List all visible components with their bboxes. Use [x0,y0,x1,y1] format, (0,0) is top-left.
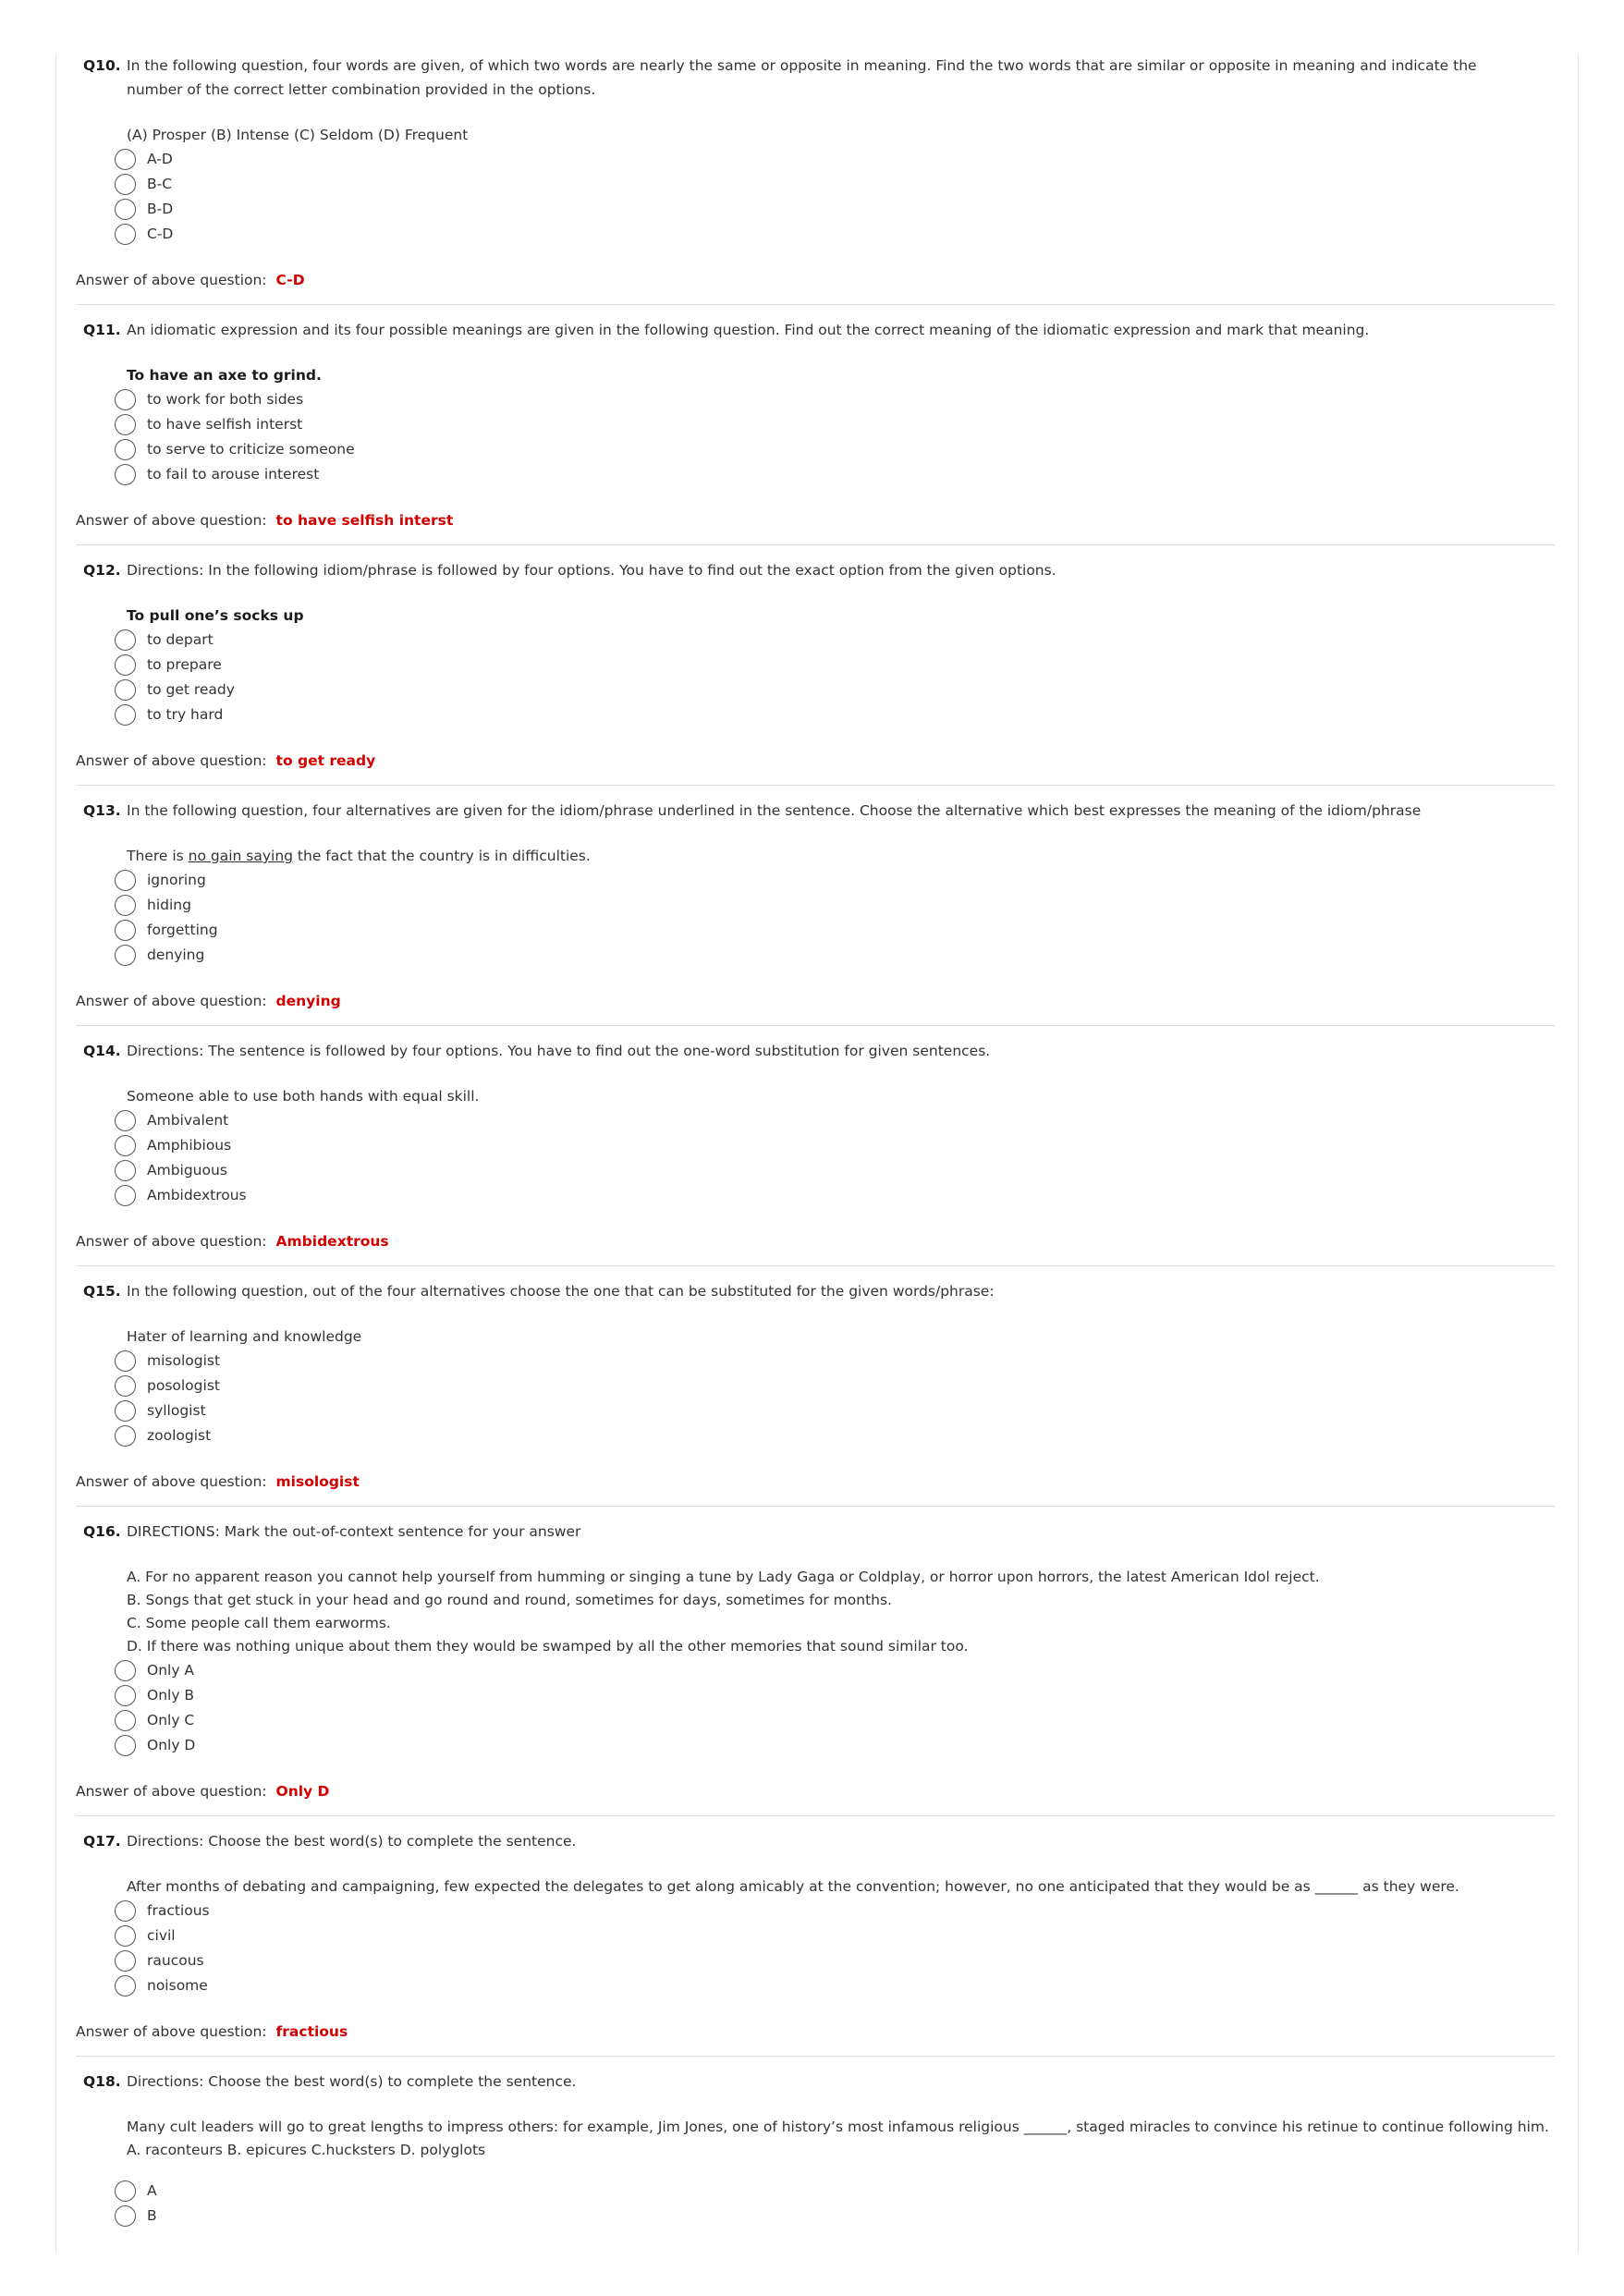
option-row[interactable] [115,197,1555,222]
question-prompt: Many cult leaders will go to great lengths to impress others: for example, Jim Jones, one of history’s most infamous religious ______, staged miracles to convince his retinue to continue following him. [127,2119,1549,2135]
radio-button[interactable] [115,1925,136,1947]
radio-button[interactable] [115,679,136,701]
option-row[interactable] [115,893,1555,918]
option-label: civil [147,1927,176,1944]
question-block [76,2070,1555,2229]
radio-button[interactable] [115,149,136,170]
question-body [76,845,1555,968]
radio-button[interactable] [115,439,136,460]
radio-button[interactable] [115,414,136,435]
prompt-text-after: the fact that the country is in difficulties. [292,848,591,864]
option-row[interactable] [115,1658,1555,1683]
question-number: Q13. [83,802,121,819]
option-row[interactable] [115,1924,1555,1948]
radio-button[interactable] [115,1660,136,1681]
radio-button[interactable] [115,1900,136,1922]
option-row[interactable] [115,918,1555,943]
prompt-text-before: There is [127,848,189,864]
question-text: Directions: In the following idiom/phrase is followed by four options. You have to find out the exact option from the given options. [127,562,1056,579]
option-label: hiding [147,897,191,913]
answer-line [76,509,1555,531]
option-row[interactable] [115,437,1555,462]
question-number: Q18. [83,2073,121,2090]
answer-value: denying [275,993,341,1009]
option-label: to have selfish interst [147,416,303,433]
answer-value: to get ready [275,752,376,769]
question-divider [76,1815,1555,1816]
option-label: Only D [147,1737,196,1753]
question-body [76,605,1555,727]
question-block [76,1279,1555,1507]
question-prompt: Hater of learning and knowledge [127,1328,362,1345]
option-row[interactable] [115,1423,1555,1448]
option-row[interactable] [115,1158,1555,1183]
radio-button[interactable] [115,870,136,891]
option-row[interactable] [115,678,1555,702]
option-label: Only A [147,1662,195,1679]
option-label: to fail to arouse interest [147,466,320,482]
question-text: In the following question, out of the four alternatives choose the one that can be substituted for the given words/phrase: [127,1283,995,1300]
radio-button[interactable] [115,1710,136,1731]
question-prompt [127,845,1555,868]
option-label: to serve to criticize someone [147,441,355,458]
radio-button[interactable] [115,389,136,410]
question-block [76,799,1555,1026]
question-divider [76,1506,1555,1507]
radio-button[interactable] [115,1400,136,1422]
question-header [76,1039,1555,1063]
question-text: Directions: Choose the best word(s) to complete the sentence. [127,1833,577,1850]
option-list [115,1899,1555,1998]
question-body [76,1566,1555,1758]
answer-value: to have selfish interst [275,512,454,529]
option-label: to work for both sides [147,391,304,408]
radio-button[interactable] [115,1425,136,1447]
radio-button[interactable] [115,1735,136,1756]
question-divider [76,1025,1555,1026]
option-label: posologist [147,1377,220,1394]
radio-button[interactable] [115,464,136,485]
answer-line [76,1780,1555,1802]
option-row[interactable] [115,653,1555,678]
question-number: Q10. [83,57,121,74]
option-row[interactable] [115,702,1555,727]
radio-button[interactable] [115,895,136,916]
question-prompt: Someone able to use both hands with equal skill. [127,1088,480,1105]
radio-button[interactable] [115,2205,136,2227]
question-block [76,1039,1555,1266]
answer-label: Answer of above question: [76,993,267,1009]
question-body [76,2116,1555,2229]
question-body [76,1875,1555,1998]
option-label: ignoring [147,872,206,888]
option-label: C-D [147,226,174,242]
question-header [76,1279,1555,1303]
radio-button[interactable] [115,1350,136,1372]
question-body [76,364,1555,487]
question-header [76,318,1555,342]
option-row[interactable] [115,1133,1555,1158]
answer-line [76,2021,1555,2043]
answer-line [76,1471,1555,1493]
option-row[interactable] [115,1108,1555,1133]
question-text: Directions: The sentence is followed by four options. You have to find out the one-word substitution for given sentences. [127,1043,991,1059]
radio-button[interactable] [115,704,136,726]
question-block [76,54,1555,305]
option-row[interactable] [115,172,1555,197]
option-list [115,628,1555,727]
question-block [76,1520,1555,1816]
option-label: to get ready [147,681,235,698]
option-label: misologist [147,1352,221,1369]
radio-button[interactable] [115,2180,136,2202]
question-divider [76,304,1555,305]
option-row[interactable] [115,1349,1555,1374]
option-label: Only B [147,1687,195,1704]
question-prompt: (A) Prosper (B) Intense (C) Seldom (D) Frequent [127,127,469,143]
option-label: Ambiguous [147,1162,227,1179]
radio-button[interactable] [115,1975,136,1997]
radio-button[interactable] [115,920,136,941]
question-divider [76,1265,1555,1266]
question-header [76,54,1555,102]
question-prompt: C. Some people call them earworms. [127,1615,391,1631]
question-text: An idiomatic expression and its four possible meanings are given in the following question. Find out the correct meaning of the idiomatic expression and mark that meaning. [127,322,1370,338]
question-text: In the following question, four words are given, of which two words are nearly the same or opposite in meaning. Find the two words that are similar or opposite in meaning and indicate the number of the correct letter combination provided in the options. [127,57,1477,98]
radio-button[interactable] [115,1160,136,1181]
option-label: Ambivalent [147,1112,229,1129]
answer-value: Only D [275,1783,330,1800]
radio-button[interactable] [115,1950,136,1972]
radio-button[interactable] [115,1110,136,1131]
question-prompt: After months of debating and campaigning, few expected the delegates to get along amicably at the convention; however, no one anticipated that they would be as ______ as they were. [127,1878,1459,1895]
option-row[interactable] [115,2179,1555,2204]
question-header [76,1520,1555,1544]
question-number: Q17. [83,1833,121,1850]
option-row[interactable] [115,1899,1555,1924]
radio-button[interactable] [115,654,136,676]
option-label: Ambidextrous [147,1187,247,1203]
option-list [115,2179,1555,2229]
question-prompt: B. Songs that get stuck in your head and go round and round, sometimes for days, sometimes for months. [127,1592,892,1608]
question-divider [76,544,1555,545]
option-label: Amphibious [147,1137,232,1154]
question-body [76,1325,1555,1448]
option-label: A-D [147,151,173,167]
answer-value: misologist [275,1473,360,1490]
radio-button[interactable] [115,174,136,195]
option-list [115,1108,1555,1208]
option-row[interactable] [115,943,1555,968]
option-row[interactable] [115,412,1555,437]
answer-line [76,269,1555,291]
answer-label: Answer of above question: [76,1473,267,1490]
option-row[interactable] [115,868,1555,893]
question-prompt: To have an axe to grind. [127,367,322,384]
option-label: syllogist [147,1402,206,1419]
radio-button[interactable] [115,1685,136,1706]
question-text: Directions: Choose the best word(s) to complete the sentence. [127,2073,577,2090]
radio-button[interactable] [115,945,136,966]
radio-button[interactable] [115,1375,136,1397]
option-row[interactable] [115,628,1555,653]
question-block [76,318,1555,545]
option-label: A [147,2182,157,2199]
question-prompt: To pull one’s socks up [127,607,304,624]
question-body [76,124,1555,247]
option-row[interactable] [115,462,1555,487]
question-body [76,1085,1555,1208]
option-row[interactable] [115,387,1555,412]
radio-button[interactable] [115,1185,136,1206]
question-block [76,1829,1555,2057]
option-label: B-C [147,176,173,192]
question-text: In the following question, four alternatives are given for the idiom/phrase underlined in the sentence. Choose the alternative which best expresses the meaning of the idiom/phrase [127,802,1422,819]
option-row[interactable] [115,147,1555,172]
question-block [76,558,1555,786]
option-row[interactable] [115,1708,1555,1733]
question-divider [76,785,1555,786]
spacer [127,2162,1555,2179]
question-list [76,54,1555,2229]
answer-label: Answer of above question: [76,512,267,529]
question-prompt: A. raconteurs B. epicures C.hucksters D. polyglots [127,2142,486,2158]
answer-line [76,990,1555,1012]
answer-label: Answer of above question: [76,752,267,769]
option-label: forgetting [147,922,218,938]
option-row[interactable] [115,2204,1555,2229]
option-label: zoologist [147,1427,212,1444]
option-label: Only C [147,1712,195,1728]
option-label: to try hard [147,706,224,723]
answer-value: fractious [275,2023,348,2040]
answer-line [76,750,1555,772]
question-header [76,799,1555,823]
radio-button[interactable] [115,629,136,651]
question-prompt: A. For no apparent reason you cannot help yourself from humming or singing a tune by Lady Gaga or Coldplay, or horror upon horrors, the latest American Idol reject. [127,1569,1320,1585]
question-number: Q11. [83,322,121,338]
question-divider [76,2056,1555,2057]
underlined-phrase: no gain saying [188,848,293,864]
option-list [115,147,1555,247]
option-row[interactable] [115,1973,1555,1998]
question-header [76,558,1555,582]
option-label: raucous [147,1952,204,1969]
question-header [76,1829,1555,1853]
question-prompt: D. If there was nothing unique about them they would be swamped by all the other memories that sound similar too. [127,1638,969,1655]
option-list [115,1349,1555,1448]
option-list [115,1658,1555,1758]
radio-button[interactable] [115,1135,136,1156]
option-label: to depart [147,631,214,648]
answer-label: Answer of above question: [76,272,267,288]
option-row[interactable] [115,1733,1555,1758]
question-number: Q15. [83,1283,121,1300]
answer-label: Answer of above question: [76,1233,267,1250]
option-label: noisome [147,1977,208,1994]
question-number: Q16. [83,1523,121,1540]
option-row[interactable] [115,222,1555,247]
option-label: B-D [147,201,174,217]
answer-line [76,1230,1555,1252]
option-list [115,387,1555,487]
question-text: DIRECTIONS: Mark the out-of-context sentence for your answer [127,1523,581,1540]
option-row[interactable] [115,1183,1555,1208]
option-label: denying [147,946,205,963]
option-label: to prepare [147,656,222,673]
option-label: fractious [147,1902,210,1919]
option-list [115,868,1555,968]
question-number: Q12. [83,562,121,579]
option-row[interactable] [115,1398,1555,1423]
option-row[interactable] [115,1374,1555,1398]
option-label: B [147,2207,157,2224]
question-header [76,2070,1555,2094]
answer-value: Ambidextrous [275,1233,389,1250]
option-row[interactable] [115,1683,1555,1708]
answer-label: Answer of above question: [76,1783,267,1800]
radio-button[interactable] [115,199,136,220]
radio-button[interactable] [115,224,136,245]
answer-value: C-D [275,272,305,288]
answer-label: Answer of above question: [76,2023,267,2040]
question-number: Q14. [83,1043,121,1059]
option-row[interactable] [115,1948,1555,1973]
